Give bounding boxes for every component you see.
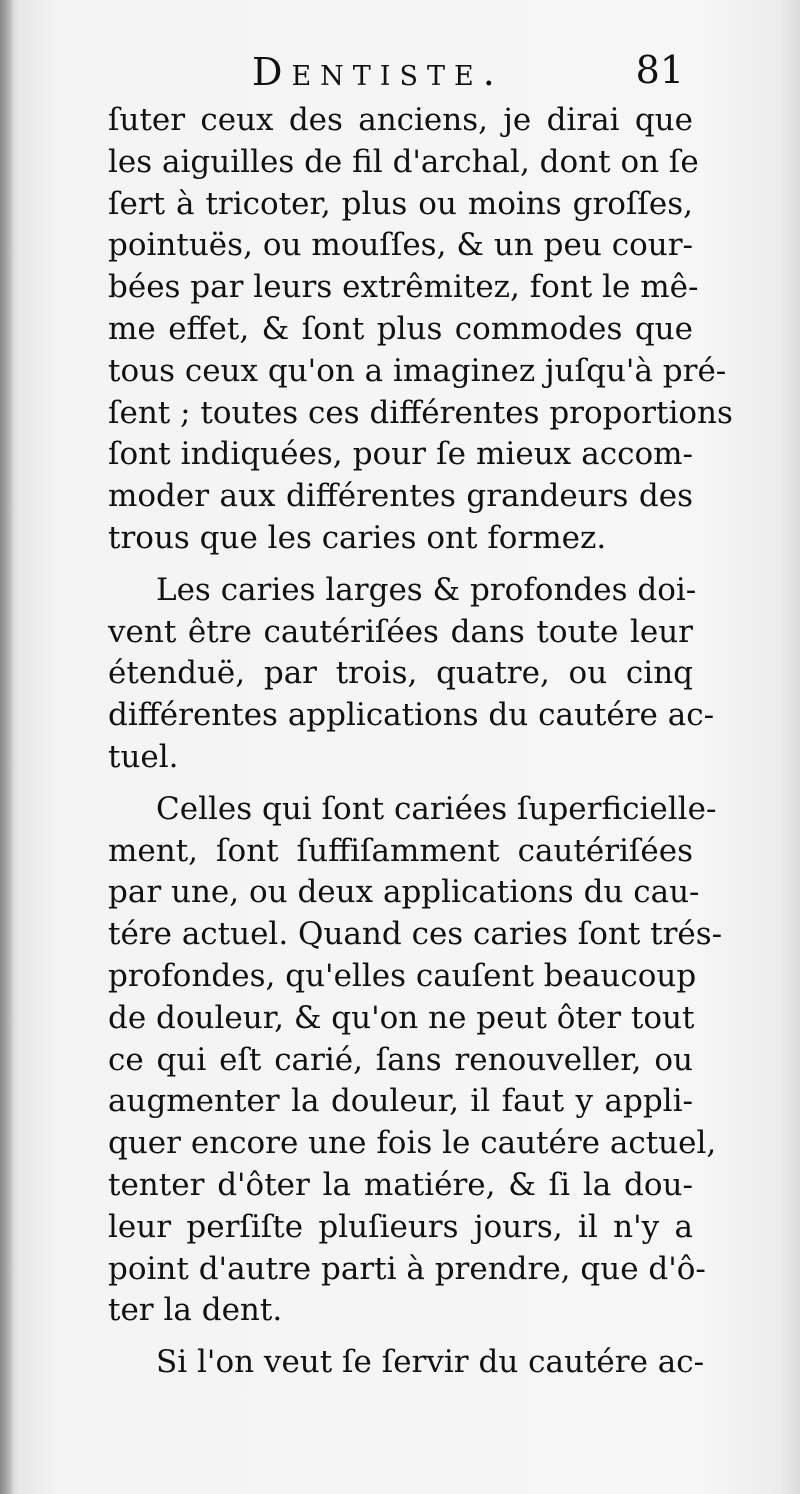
text-line: quer encore une fois le cautére actuel, <box>108 1125 717 1162</box>
text-line: ſent ; toutes ces différentes proportions <box>108 394 733 431</box>
text-line: tére actuel. Quand ces caries ſont trés- <box>108 916 723 953</box>
page-gutter-shadow <box>0 0 14 1494</box>
page-header <box>110 48 690 104</box>
paragraph <box>108 789 723 1332</box>
body-text <box>108 100 733 1384</box>
paragraph-gap <box>108 779 693 789</box>
running-title: Dentiste. <box>252 50 504 94</box>
text-line: augmenter la douleur, il faut y appli- <box>108 1083 693 1120</box>
text-line: Les caries larges & profondes doi- <box>156 571 697 608</box>
text-line: point d'autre parti à prendre, que d'ô- <box>108 1250 706 1287</box>
text-line: différentes applications du cautére ac- <box>108 697 715 734</box>
paragraph-gap <box>108 560 693 570</box>
text-line: Si l'on veut ſe ſervir du cautére ac- <box>156 1344 705 1381</box>
text-line: ter la dent. <box>108 1292 283 1329</box>
text-line: ſont indiquées, pour ſe mieux accom- <box>108 436 693 473</box>
text-line: ment, ſont ſuffiſamment cautériſées <box>108 832 693 869</box>
text-line: moder aux différentes grandeurs des <box>108 478 693 515</box>
text-line: étenduë, par trois, quatre, ou cinq <box>108 655 693 692</box>
text-line: me effet, & ſont plus commodes que <box>108 310 693 347</box>
text-line: pointuës, ou mouſſes, & un peu cour- <box>108 227 693 264</box>
text-line: profondes, qu'elles cauſent beaucoup <box>108 957 697 994</box>
text-line: de douleur, & qu'on ne peut ôter tout <box>108 999 695 1036</box>
paragraph <box>108 570 715 779</box>
text-line: leur perſiſte pluſieurs jours, il n'y a <box>108 1208 693 1245</box>
text-line: ſert à tricoter, plus ou moins groſſes, <box>108 185 693 222</box>
page-number: 81 <box>635 48 684 92</box>
text-line: bées par leurs extrêmitez, font le mê- <box>108 269 699 306</box>
text-line: ſuter ceux des anciens, je dirai que <box>108 102 693 138</box>
text-line: tuel. <box>108 738 179 775</box>
text-line: tenter d'ôter la matiére, & ſi la dou- <box>108 1166 693 1203</box>
text-line: ce qui eſt carié, ſans renouveller, ou <box>108 1041 693 1078</box>
paragraph <box>108 1342 705 1384</box>
text-line: trous que les caries ont formez. <box>108 519 607 556</box>
text-line: tous ceux qu'on a imaginez juſqu'à pré- <box>108 352 727 389</box>
text-line: par une, ou deux applications du cau- <box>108 874 700 911</box>
paragraph <box>108 100 733 560</box>
paragraph-gap <box>108 1332 693 1342</box>
text-line: vent être cautériſées dans toute leur <box>108 613 693 650</box>
text-line: les aiguilles de fil d'archal, dont on ſe <box>108 143 699 180</box>
text-line: Celles qui ſont cariées ſuperficielle- <box>156 790 717 827</box>
